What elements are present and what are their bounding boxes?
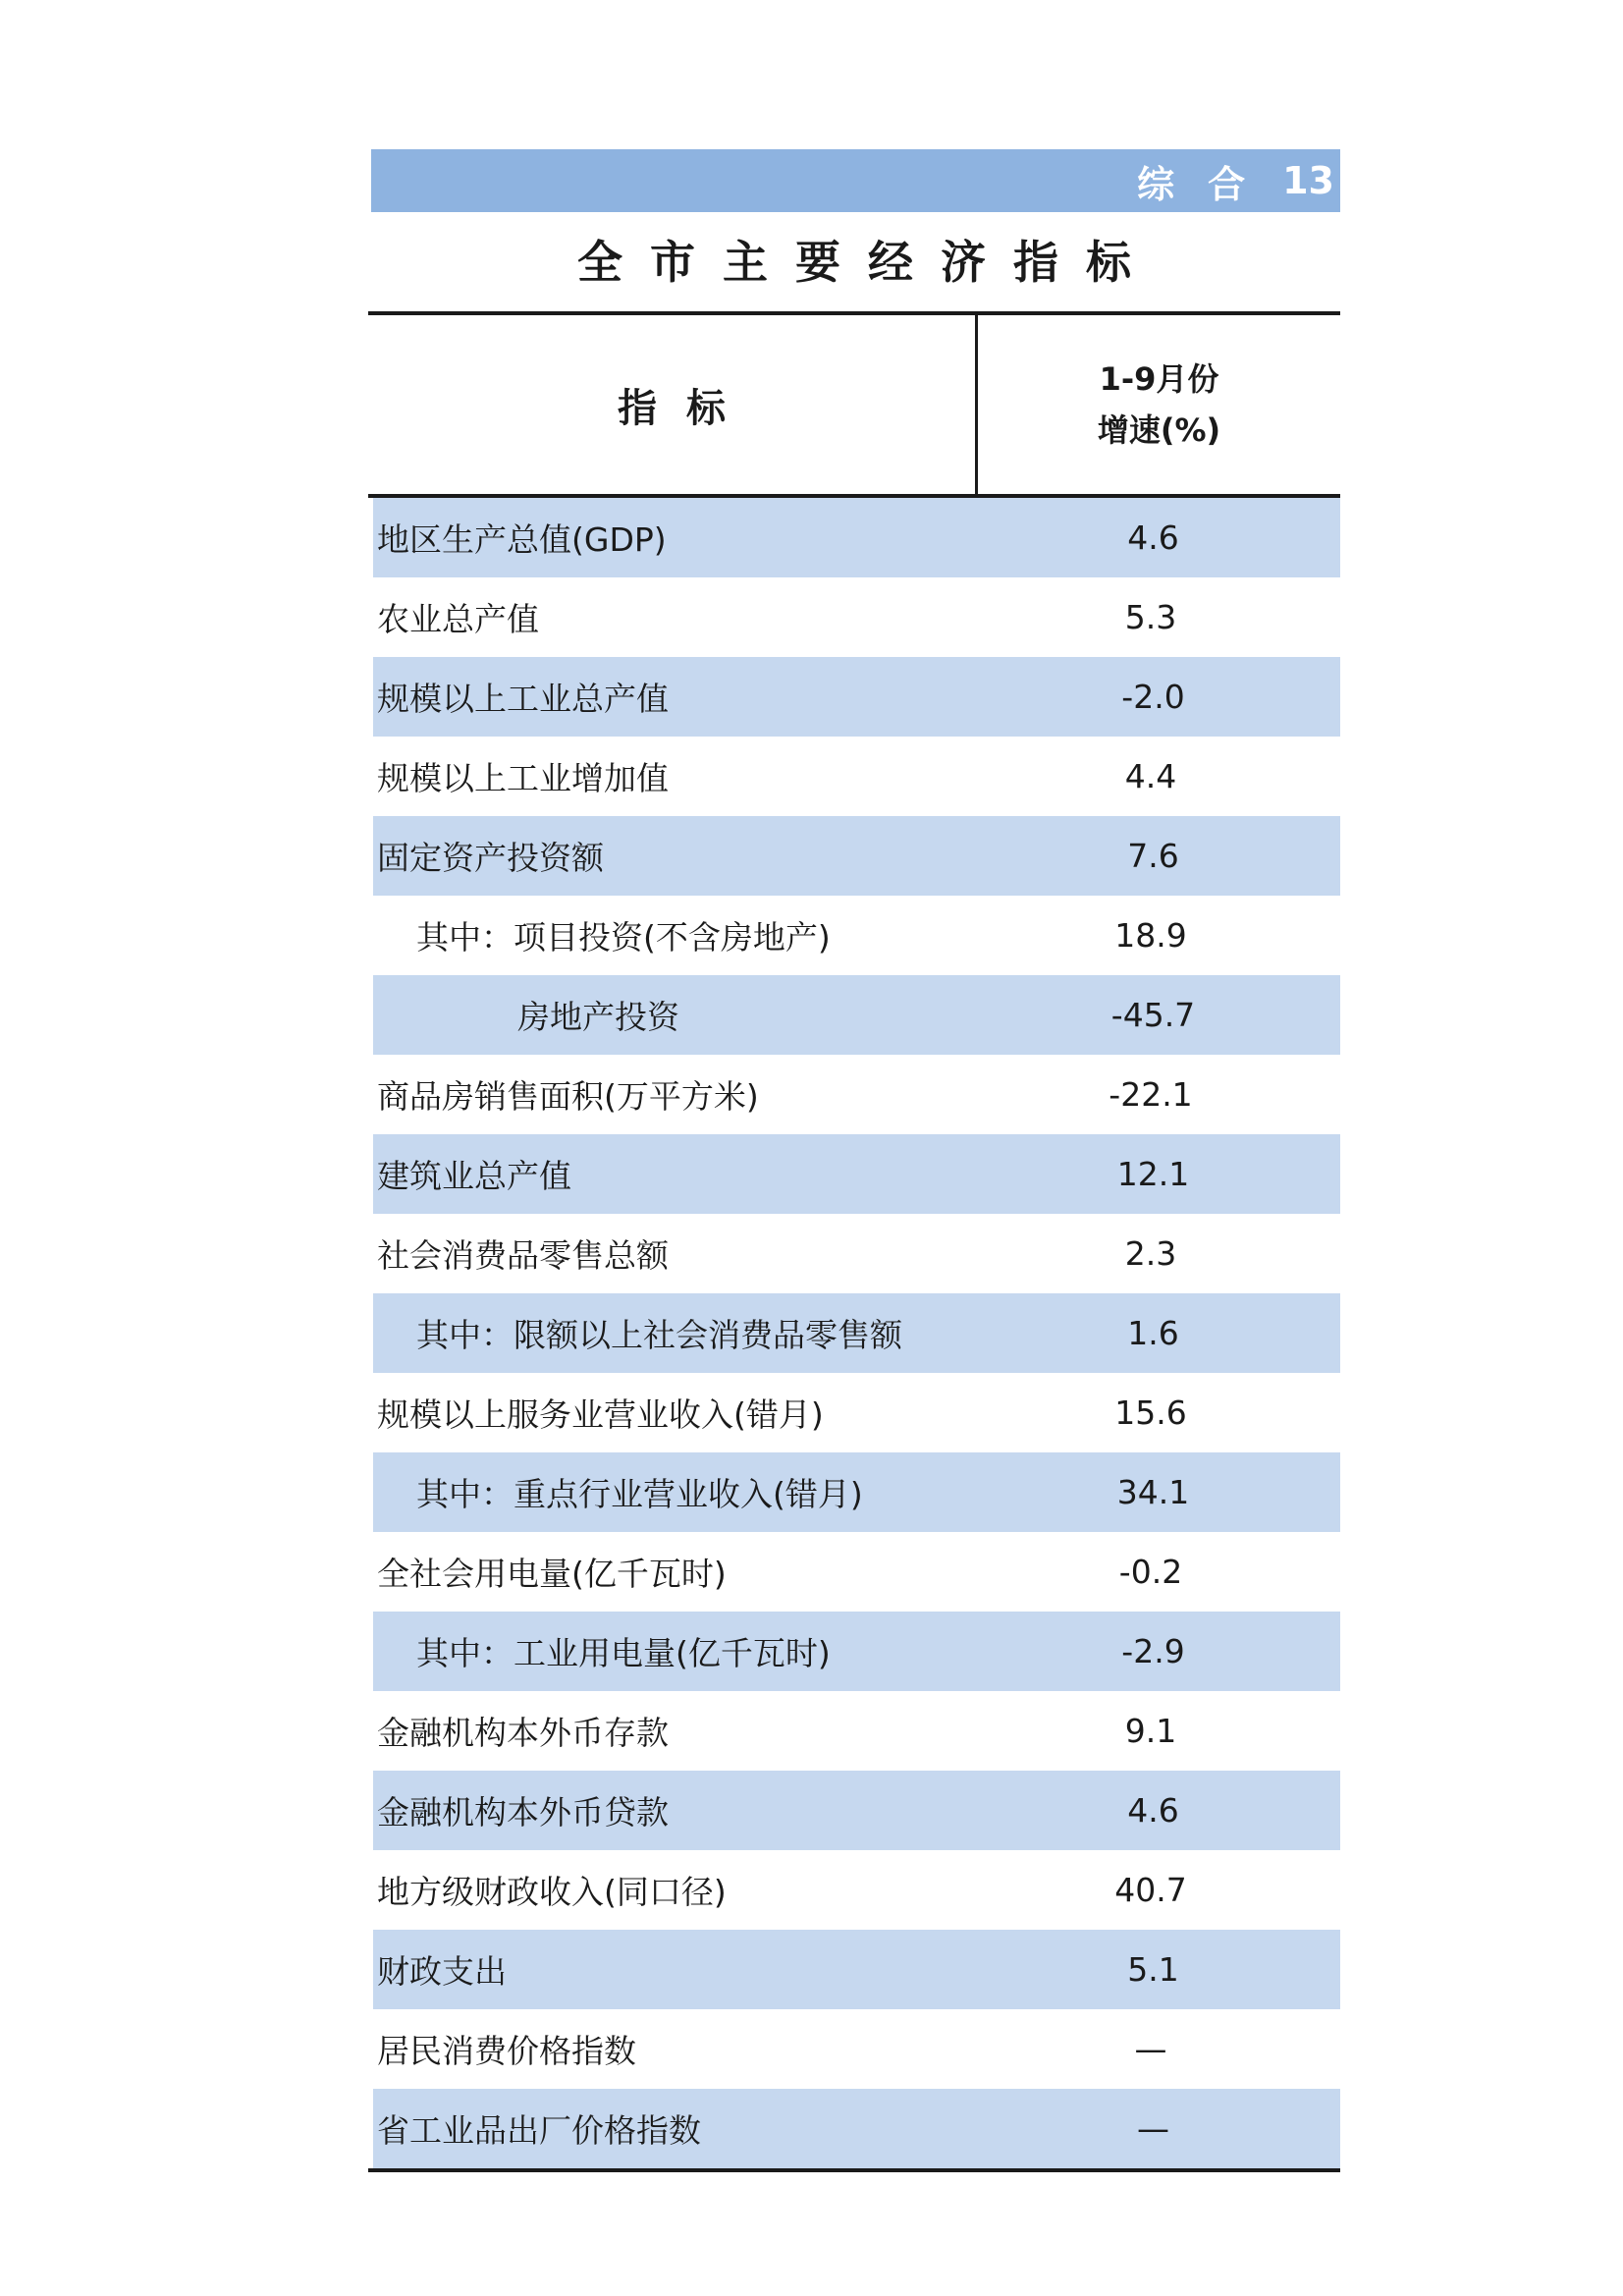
table-row	[373, 975, 1340, 1055]
row-name: 其中：工业用电量(亿千瓦时)	[416, 1634, 831, 1672]
indicator-table	[368, 311, 1340, 2172]
row-value: 18.9	[1114, 916, 1187, 955]
row-value: 40.7	[1114, 1871, 1187, 1909]
row-value: 5.3	[1124, 598, 1177, 636]
table-row	[368, 1373, 1340, 1452]
row-name: 金融机构本外币贷款	[377, 1793, 669, 1831]
row-value: -0.2	[1118, 1553, 1183, 1591]
row-value: 4.6	[1127, 1791, 1179, 1830]
row-name: 建筑业总产值	[377, 1157, 571, 1195]
row-name: 规模以上服务业营业收入(错月)	[377, 1395, 824, 1434]
table-row	[368, 1532, 1340, 1612]
table-row	[368, 1214, 1340, 1293]
row-name: 商品房销售面积(万平方米)	[377, 1077, 759, 1116]
row-value: —	[1137, 2109, 1169, 2148]
page-number: 13	[1282, 159, 1334, 202]
table-row	[373, 1293, 1340, 1373]
row-value: -45.7	[1110, 996, 1196, 1034]
table-row	[373, 657, 1340, 737]
page-title: 全市主要经济指标	[577, 236, 1159, 289]
table-row	[373, 1930, 1340, 2009]
row-name: 省工业品出厂价格指数	[377, 2111, 701, 2150]
row-value: 5.1	[1127, 1950, 1179, 1989]
row-value: 12.1	[1116, 1155, 1190, 1193]
row-name: 居民消费价格指数	[377, 2032, 636, 2070]
table-row	[368, 2009, 1340, 2089]
row-value: -2.0	[1121, 678, 1185, 716]
row-name: 农业总产值	[377, 600, 539, 638]
table-header	[368, 315, 1340, 498]
table-row	[368, 577, 1340, 657]
column-header-indicator: 指标	[368, 315, 978, 494]
row-value: —	[1134, 2030, 1167, 2068]
table-row	[373, 1134, 1340, 1214]
row-value: -2.9	[1121, 1632, 1185, 1670]
table-row	[368, 1691, 1340, 1771]
row-name: 全社会用电量(亿千瓦时)	[377, 1555, 727, 1593]
row-value: -22.1	[1109, 1075, 1193, 1114]
row-name: 财政支出	[377, 1952, 507, 1991]
section-label: 综合	[1137, 162, 1279, 206]
row-name: 社会消费品零售总额	[377, 1236, 669, 1275]
row-value: 9.1	[1124, 1712, 1177, 1750]
row-name: 其中：重点行业营业收入(错月)	[416, 1475, 863, 1513]
table-row	[373, 816, 1340, 896]
row-value: 4.4	[1124, 757, 1177, 795]
table-row	[373, 1612, 1340, 1691]
row-name: 固定资产投资额	[377, 839, 604, 877]
row-name: 金融机构本外币存款	[377, 1714, 669, 1752]
table-row	[368, 1850, 1340, 1930]
row-name: 其中：限额以上社会消费品零售额	[416, 1316, 902, 1354]
column-header-unit: 增速(%)	[1097, 411, 1221, 449]
table-row	[373, 498, 1340, 577]
row-value: 1.6	[1127, 1314, 1179, 1352]
page-header-bar	[371, 149, 1340, 212]
row-value: 2.3	[1124, 1234, 1177, 1273]
table-row	[368, 737, 1340, 816]
row-name: 房地产投资	[517, 998, 679, 1036]
row-name: 规模以上工业总产值	[377, 680, 669, 718]
row-value: 4.6	[1127, 519, 1179, 557]
row-value: 34.1	[1116, 1473, 1190, 1511]
table-row	[373, 1452, 1340, 1532]
row-name: 其中：项目投资(不含房地产)	[416, 918, 831, 957]
column-header-period: 1-9月份	[1099, 360, 1219, 398]
column-header-growth	[978, 315, 1340, 494]
table-row	[368, 1055, 1340, 1134]
row-name: 规模以上工业增加值	[377, 759, 669, 797]
table-row	[368, 896, 1340, 975]
row-value: 15.6	[1114, 1394, 1187, 1432]
table-row	[373, 1771, 1340, 1850]
row-name: 地方级财政收入(同口径)	[377, 1873, 727, 1911]
row-name: 地区生产总值(GDP)	[377, 520, 667, 559]
table-row	[373, 2089, 1340, 2168]
row-value: 7.6	[1127, 837, 1179, 875]
